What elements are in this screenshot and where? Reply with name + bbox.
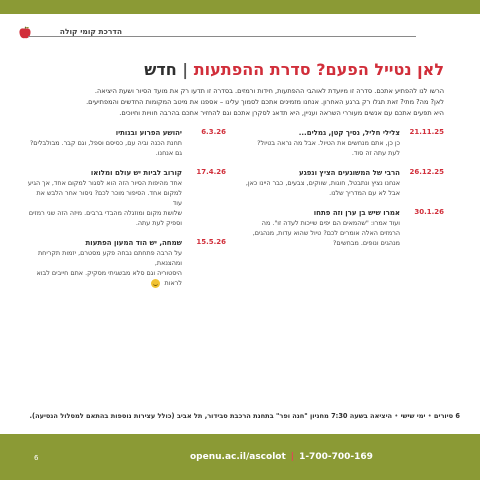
- event-item: [26, 238, 226, 288]
- intro-line: היא תפעים אתכם עם אנשים מעוררי השראה ועניין, היא תדאג לסקרן אתכם וגם להחזיר אתכם בהרבה חוויות וחיוכים.: [119, 109, 444, 117]
- event-description: אנחנו נציץ ונתבטל, חוגות, שווקים, צבעים, כבר היינו כאן, אבל לא עם המדריך שלנו.: [245, 179, 400, 197]
- event-title: הרבי של המשוגעים הציץ ונפגע: [299, 169, 400, 177]
- footer-separator: |: [290, 452, 295, 462]
- events-column-left: [26, 128, 226, 298]
- event-item: [26, 128, 226, 158]
- event-date: 17.4.26: [196, 168, 226, 176]
- intro-line: הרשו לנו להפתיע אתכם. סדרה זו מיועדת לאוהבי ההפתעות, חידות ורמזים. בסדרה זו תדעו רק את מועד הסיור ושעת היציאה.: [94, 87, 444, 95]
- intro-line: לאן? מה? מתי? זאת תגלו רק ברגע האחרון. אנחנו מזמינים אתכם לסמוך עלינו – אספנו את מיטב המקומות החדשים והמפתיעים.: [86, 98, 444, 106]
- footer-bar: [0, 434, 480, 480]
- footer-contact: [190, 452, 373, 462]
- event-description: ועוד אמרו: "שהמאים הם יפים שייכות לעדה זו". מה הרמזים האלה אומרים לכם? טיול שהוא עדות, מנהגים, מנהגים ונופים. מבחשים?: [252, 219, 400, 247]
- tour-day: ימי שישי: [400, 412, 426, 420]
- event-item: [244, 128, 444, 158]
- event-item: [244, 168, 444, 198]
- event-date: 26.12.25: [409, 168, 444, 176]
- event-title: קורוב לביות יש עולם ומלואו: [90, 169, 182, 177]
- event-date: 21.11.25: [409, 128, 444, 136]
- event-title: שמחה, יש הוד המעון הפתעות: [85, 239, 182, 247]
- event-item: [244, 208, 444, 248]
- departure-details: היציאה בשעה 7:30 מחניון "חנה ופר" בתחנת הרכבת סבידור, תל אביב (כולל עצירות נוספות בהתאם למסלול הנסיעה).: [29, 412, 393, 420]
- schedule-separator: •: [427, 412, 432, 420]
- top-color-bar: [0, 0, 480, 14]
- title-separator: |: [182, 60, 189, 79]
- apple-icon: [18, 26, 32, 40]
- page-number: 6: [34, 454, 39, 462]
- title-main: לאן נטייל הפעם? סדרת ההפתעות: [193, 60, 444, 79]
- event-description-text: על הרבה פתחתם נבחה פקע מסטרם, יזמות תקריחת ומהצנאת, היסטוריה וגם סלא מבשגיתי מסקיק. אתם חייבים לבוא לראות: [36, 249, 182, 287]
- page-title: [34, 60, 444, 79]
- smile-icon: [151, 279, 160, 288]
- event-title: יהושע הפרוע ובנותיו: [115, 129, 182, 137]
- tour-count: 6 סיורים: [433, 412, 460, 420]
- event-title: אמרו שיש בן ערן וזה פתחו: [313, 209, 400, 217]
- event-date: 6.3.26: [201, 128, 226, 136]
- event-description: כן כן, אתם מנחשים את הטיול. אבל מה נראה בטיול? לעת עתה זה סוד.: [257, 139, 400, 157]
- footer-url[interactable]: openu.ac.il/ascolot: [190, 452, 286, 462]
- schedule-separator: •: [394, 412, 399, 420]
- brand-divider: [28, 36, 416, 37]
- event-item: [26, 168, 226, 228]
- event-description: תחנת הכנה וביה עם, כסיסם וספל, וגם קבר. מבולבלים? גם אנחנו.: [29, 139, 182, 157]
- tour-schedule: [10, 412, 460, 420]
- footer-phone[interactable]: 1-700-700-169: [299, 452, 373, 462]
- event-description: אחד מהיפות הסיור הזה הוא לסגור למקום אחד, אך הגיע למקום אחד. הסיפור מוכר לכם? ניסור אחר הלבש את עוד שלושת מקום ומוזגלה מהבדי ברבים. מיזה הזה שני רמזים וספיק לעת עתה.: [27, 179, 182, 227]
- intro-text: [34, 86, 444, 119]
- event-date: 30.1.26: [414, 208, 444, 216]
- events-column-right: [244, 128, 444, 258]
- title-new-tag: חדש: [144, 60, 177, 79]
- event-title: צלילי חליל, נסיך קטן, גמלים...: [298, 129, 400, 137]
- event-date: 15.5.26: [196, 238, 226, 246]
- brand-header: [0, 24, 480, 42]
- brand-label: הדרכת קומי קולה: [59, 27, 122, 36]
- event-description: [26, 248, 182, 288]
